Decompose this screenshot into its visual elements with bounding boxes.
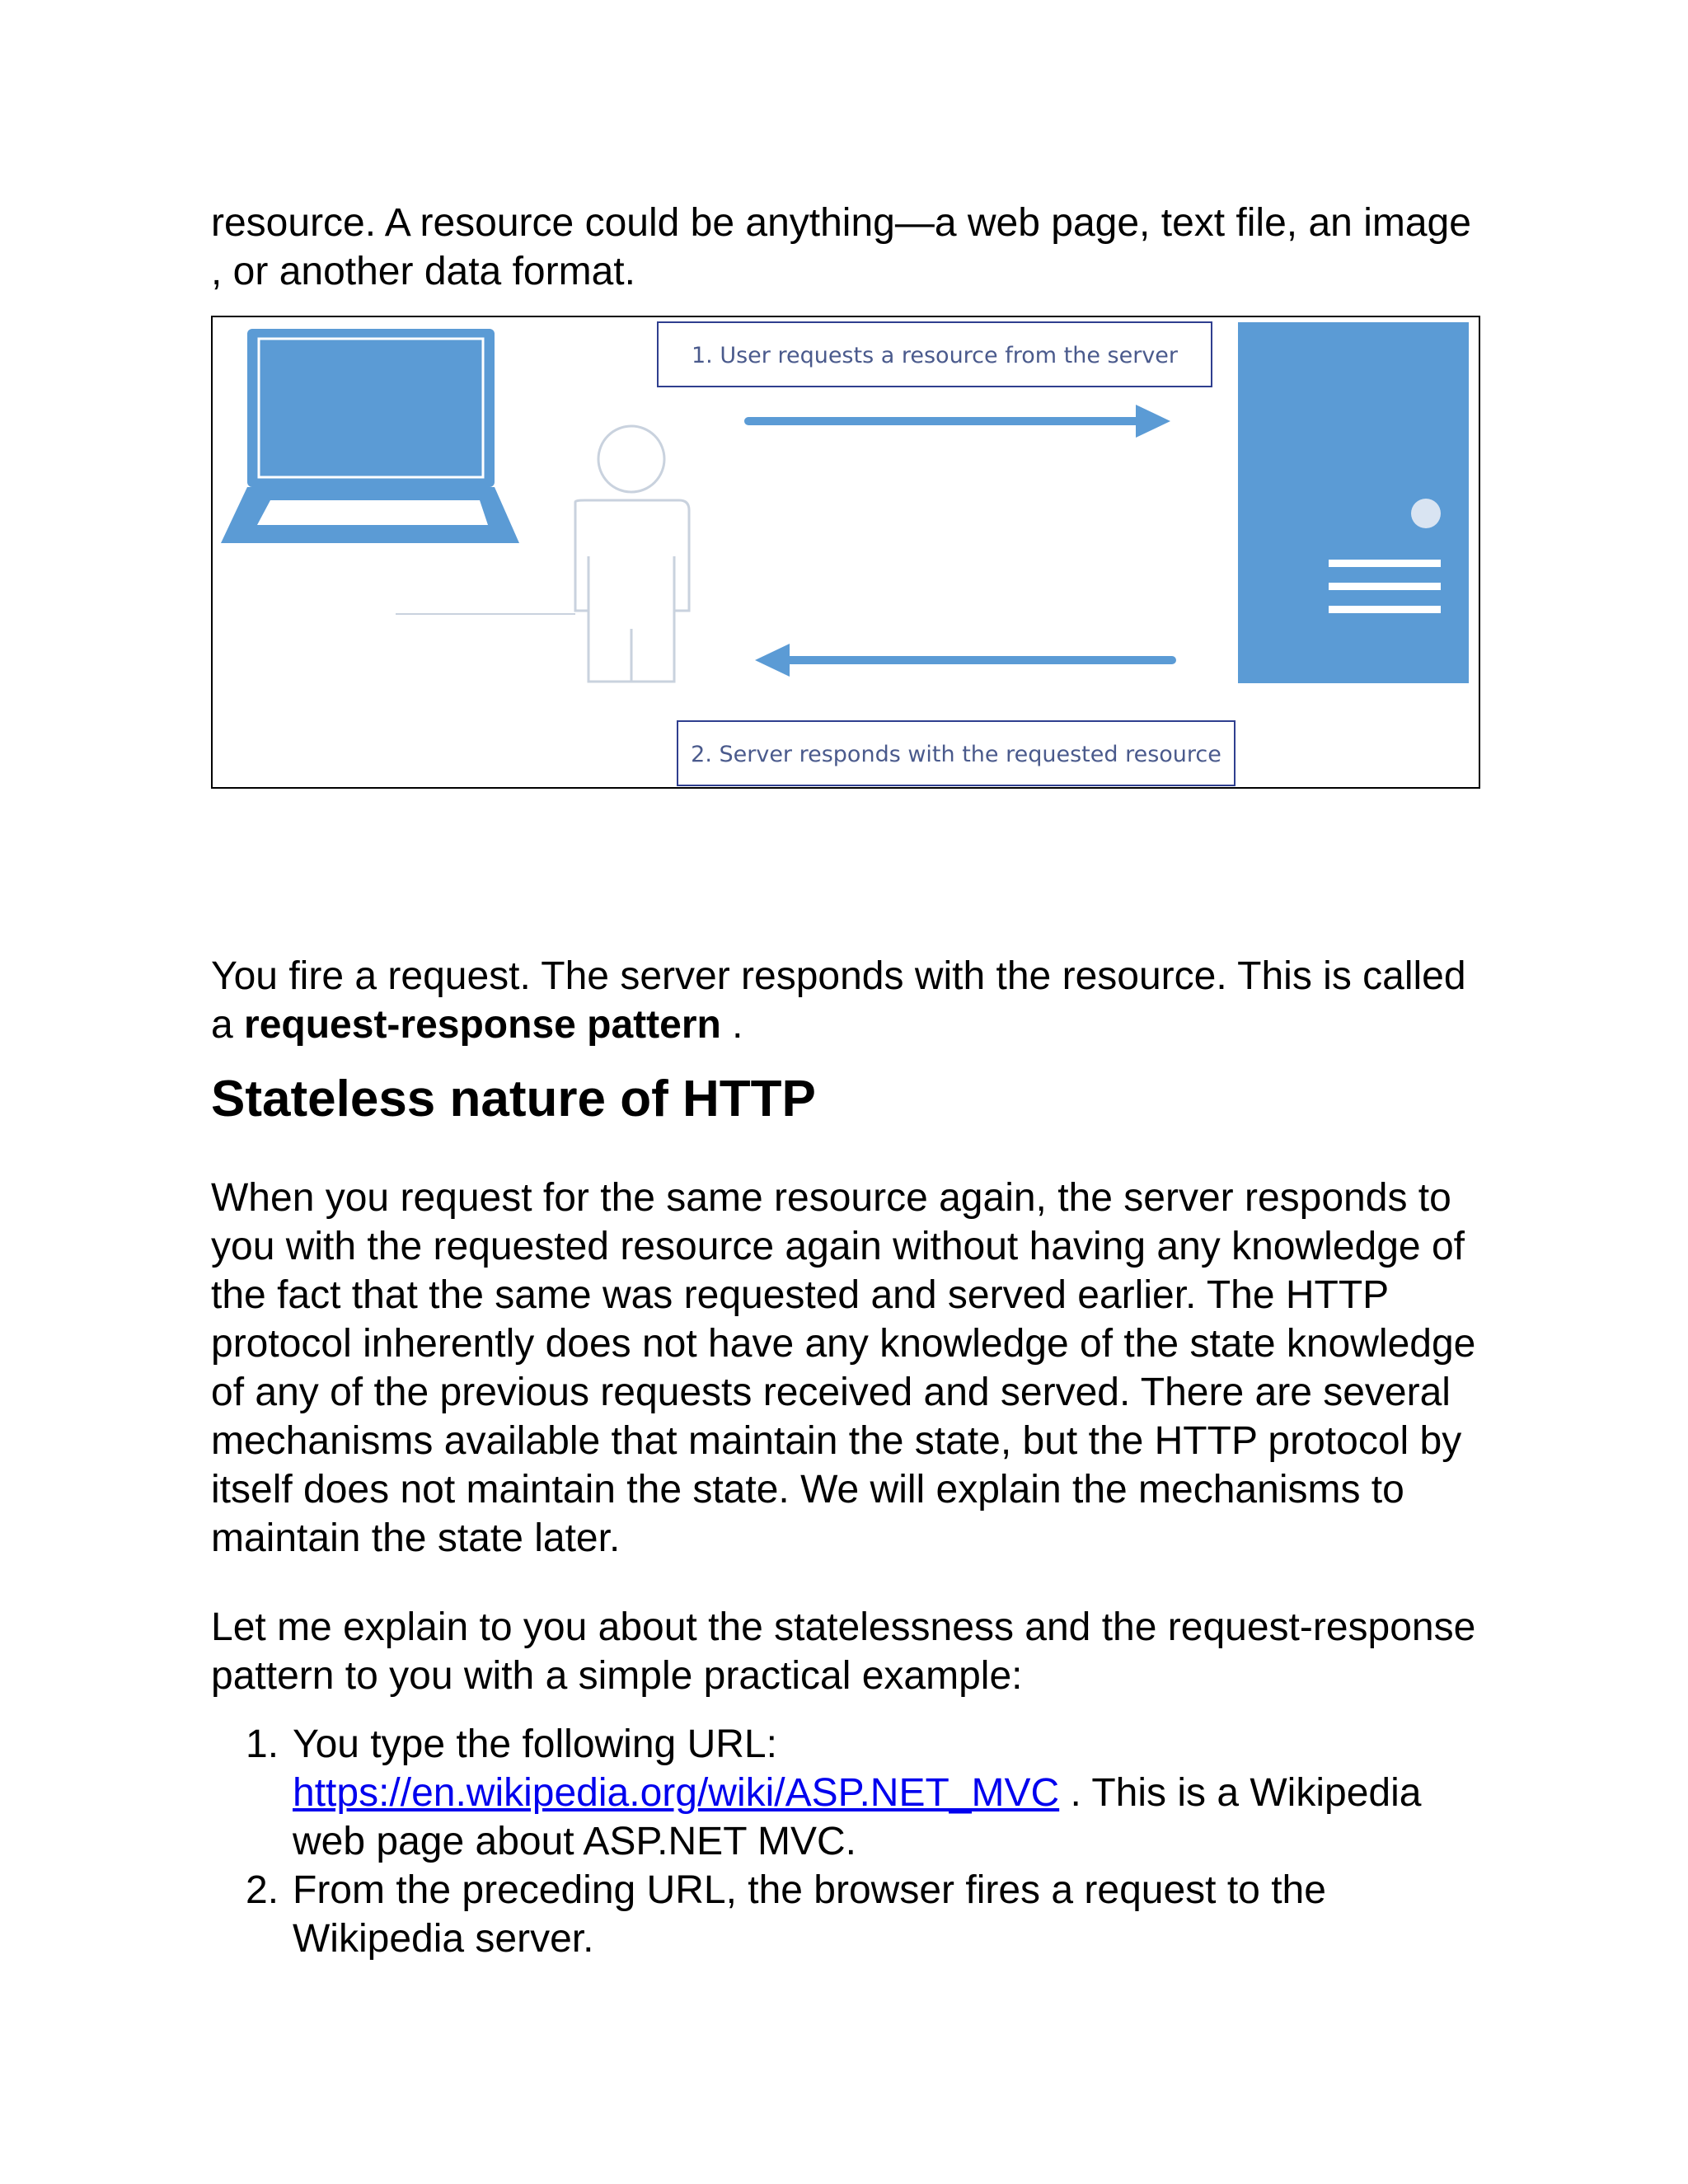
bottom-label-text: 2. Server responds with the requested resource (691, 742, 1221, 767)
paragraph-stateless: When you request for the same resource again, the server responds to you with the requested resource again without having any knowledge of the fact that the same was requested and served earlier. The HTTP protocol inherently does not have any knowledge of the state knowledge of any of the previous requests received and served. There are several mechanisms available that maintain the state, but the HTTP protocol by itself does not maintain the state. We will explain the mechanisms to maintain the state later. (211, 1176, 1476, 1560)
top-label-text: 1. User requests a resource from the server (691, 343, 1179, 368)
paragraph-request-response (211, 952, 1480, 1049)
paragraph-resource: resource. A resource could be anything—a web page, text file, an image , or another data format. (211, 201, 1471, 293)
paragraph-text: You fire a request. The server responds with the resource. This is called a (211, 954, 1466, 1047)
person-icon (575, 426, 689, 682)
steps-list (211, 1720, 1497, 1963)
list-item (211, 1720, 1497, 1866)
server-icon (1238, 322, 1469, 683)
list-item-text: From the preceding URL, the browser fires a request to the Wikipedia server. (293, 1868, 1326, 1961)
arrow-left-icon (755, 644, 1172, 677)
list-item (211, 1866, 1497, 1963)
list-number: 1. (246, 1722, 279, 1766)
section-heading: Stateless nature of HTTP (211, 1071, 816, 1127)
arrow-right-icon (748, 405, 1170, 438)
list-item-text-end: . This is a Wikipedia web page about ASP.NET MVC. (293, 1771, 1422, 1863)
request-response-diagram (211, 316, 1480, 789)
paragraph-example-intro: Let me explain to you about the statelessness and the request-response pattern to you with a simple practical example: (211, 1605, 1476, 1698)
diagram-canvas (213, 317, 1479, 787)
bold-term: request-response pattern (244, 1003, 721, 1047)
laptop-icon (221, 329, 519, 543)
wikipedia-link[interactable]: https://en.wikipedia.org/wiki/ASP.NET_MVC (293, 1771, 1060, 1815)
list-number: 2. (246, 1868, 279, 1912)
list-item-text: You type the following URL: (293, 1722, 777, 1766)
paragraph-text-end: . (720, 1003, 743, 1047)
